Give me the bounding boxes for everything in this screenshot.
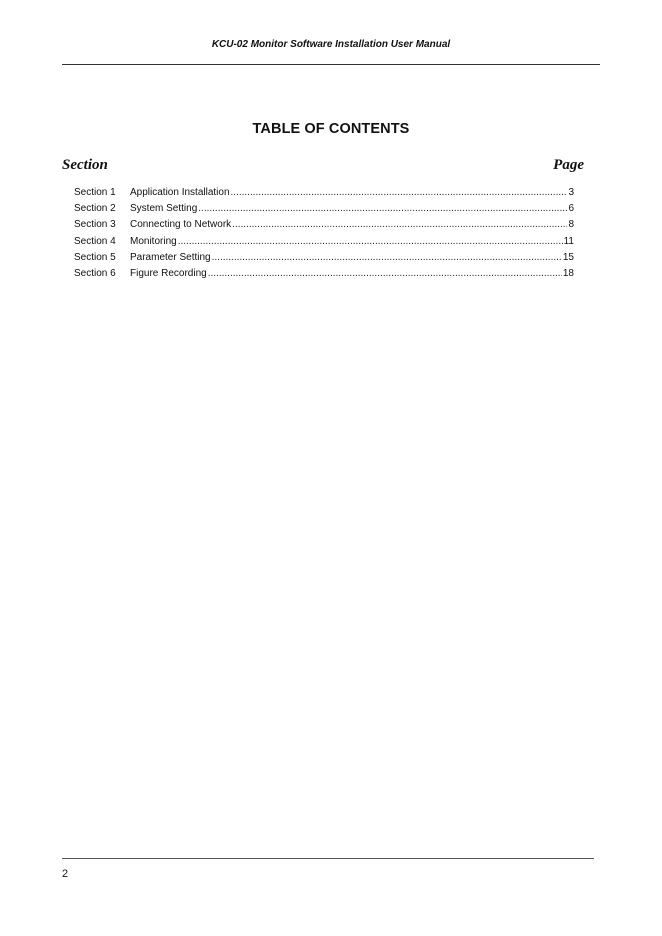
footer-divider bbox=[62, 858, 594, 859]
toc-entry[interactable] bbox=[74, 250, 574, 266]
toc-entry-title[interactable]: Monitoring bbox=[130, 235, 177, 247]
toc-list bbox=[74, 185, 574, 282]
page-column-heading: Page bbox=[553, 157, 584, 173]
toc-entry-page[interactable]: 3 bbox=[568, 187, 574, 198]
toc-entry-page[interactable]: 15 bbox=[562, 251, 574, 263]
toc-leader-dots bbox=[212, 250, 562, 266]
toc-entry-title[interactable]: System Setting bbox=[130, 203, 198, 215]
footer-page-number: 2 bbox=[62, 868, 69, 880]
toc-entry-page[interactable]: 11 bbox=[563, 235, 574, 247]
running-header: KCU-02 Monitor Software Installation User Manual bbox=[211, 39, 451, 50]
toc-entry-page[interactable]: 18 bbox=[562, 267, 574, 279]
toc-leader-dots bbox=[208, 266, 562, 282]
toc-entry-section: Section 6 bbox=[74, 267, 116, 279]
toc-entry-title[interactable]: Connecting to Network bbox=[130, 219, 232, 231]
toc-entry-section: Section 2 bbox=[74, 203, 116, 215]
header-divider bbox=[62, 64, 600, 65]
section-column-heading: Section bbox=[62, 157, 108, 173]
toc-entry[interactable] bbox=[74, 185, 574, 201]
toc-entry[interactable] bbox=[74, 201, 574, 217]
toc-entry[interactable] bbox=[74, 266, 574, 282]
toc-leader-dots bbox=[198, 201, 567, 217]
toc-entry-section: Section 1 bbox=[74, 187, 116, 198]
toc-leader-dots bbox=[232, 217, 567, 233]
toc-leader-dots bbox=[231, 185, 568, 201]
toc-entry[interactable] bbox=[74, 234, 574, 250]
toc-entry-page[interactable]: 6 bbox=[568, 203, 574, 215]
toc-entry-section: Section 3 bbox=[74, 219, 116, 231]
toc-leader-dots bbox=[178, 234, 563, 250]
toc-entry-title[interactable]: Parameter Setting bbox=[130, 251, 211, 263]
toc-entry[interactable] bbox=[74, 217, 574, 233]
toc-entry-title[interactable]: Application Installation bbox=[130, 187, 230, 198]
toc-entry-section: Section 5 bbox=[74, 251, 116, 263]
toc-title: TABLE OF CONTENTS bbox=[252, 121, 410, 137]
toc-entry-section: Section 4 bbox=[74, 235, 116, 247]
toc-entry-page[interactable]: 8 bbox=[568, 219, 574, 231]
toc-entry-title[interactable]: Figure Recording bbox=[130, 267, 207, 279]
